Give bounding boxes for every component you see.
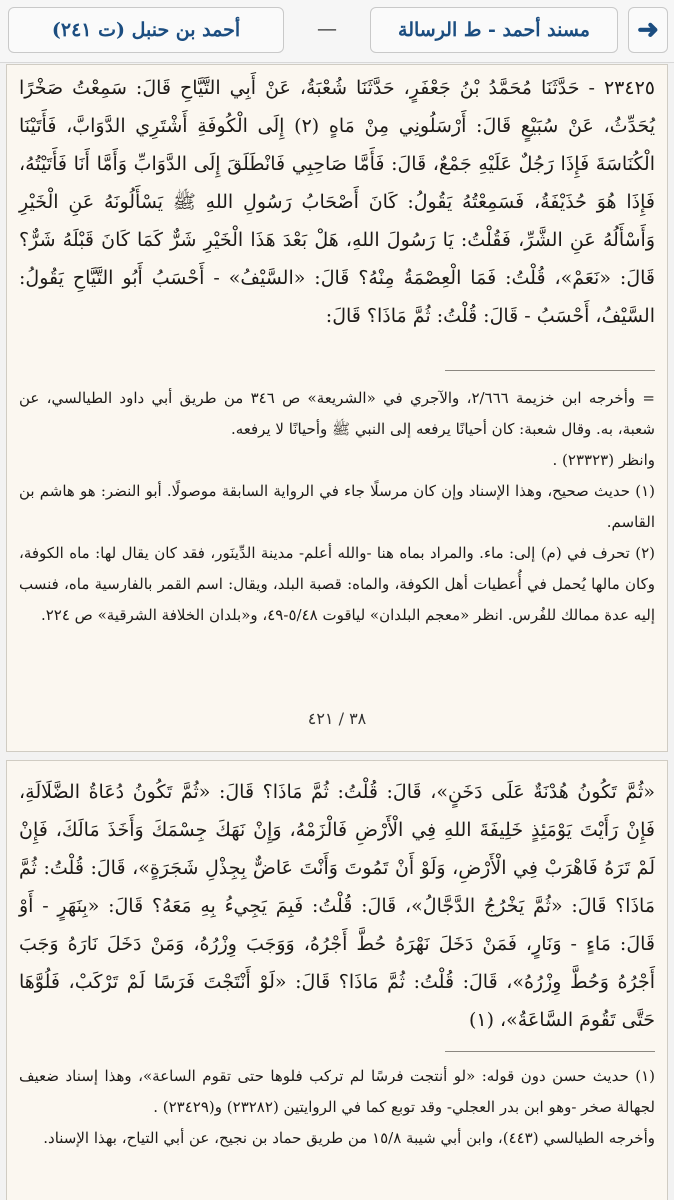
footnote: (١) حديث حسن دون قوله: «لو أنتجت فرسًا لم تركب فلوها حتى تقوم الساعة»، وهذا إسناد ضعيف لجهالة صخر -وهو ابن بدر العجلي- وقد توبع كما في الروايتين (٢٣٢٨٢) و(٢٣٤٢٩) . — [19, 1067, 655, 1116]
back-button[interactable] — [628, 7, 668, 53]
hadith-text: ٢٣٤٢٥ - حَدَّثَنَا مُحَمَّدُ بْنُ جَعْفَرٍ، حَدَّثَنَا شُعْبَةُ، عَنْ أَبِي التَّيَّاحِ قَالَ: سَمِعْتُ صَخْرًا يُحَدِّثُ، عَنْ سُبَيْعٍ قَالَ: أَرْسَلُونِي مِنْ مَاهٍ (٢) إِلَى الْكُوفَةِ أَشْتَرِي الدَّوَابَّ، فَأَتَيْنَا الْكُنَاسَةَ فَإِذَا رَجُلٌ عَلَيْهِ جَمْعٌ، قَالَ: فَأَمَّا صَاحِبِي فَانْطَلَقَ إِلَى الدَّوَابِّ وَأَمَّا أَنَا فَأَتَيْتُهُ، فَإِذَا هُوَ حُذَيْفَةُ، فَسَمِعْتُهُ يَقُولُ: كَانَ أَصْحَابُ رَسُولِ اللهِ ﷺ يَسْأَلُونَهُ عَنِ الْخَيْرِ وَأَسْأَلُهُ عَنِ الشَّرِّ، فَقُلْتُ: يَا رَسُولَ اللهِ، هَلْ بَعْدَ هَذَا الْخَيْرِ شَرٌّ كَمَا كَانَ قَبْلَهُ شَرٌّ؟ قَالَ: «نَعَمْ»، قُلْتُ: فَمَا الْعِصْمَةُ مِنْهُ؟ قَالَ: «السَّيْفُ» - أَحْسَبُ أَبُو التَّيَّاحِ يَقُولُ: السَّيْفُ، أَحْسَبُ - قَالَ: قُلْتُ: ثُمَّ مَاذَا؟ قَالَ: — [19, 77, 655, 327]
book-title-button[interactable] — [370, 7, 618, 53]
footnote: (٢) تحرف في (م) إلى: ماء. والمراد بماه هنا -والله أعلم- مدينة الدِّينَور، فقد كان يقال لها: ماه الكوفة، وكان مالها يُحمل في أُعطيات أهل الكوفة، والماه: قصبة البلد، ويقال: اسم القمر بالفارسية ماه، فنسب إليه عدة ممالك للفُرس. انظر «معجم البلدان» لياقوت ٥/٤٨-٤٩، و«بلدان الخلافة الشرقية» ص ٢٢٤. — [19, 544, 655, 624]
author-label: أحمد بن حنبل (ت ٢٤١) — [51, 19, 241, 41]
page-number: ٣٨ / ٤٢١ — [307, 709, 367, 728]
footnote: وانظر (٢٣٣٢٣) . — [552, 451, 655, 469]
book-title-label: مسند أحمد - ط الرسالة — [398, 19, 590, 41]
footnote: = وأخرجه ابن خزيمة ٢/٦٦٦، والآجري في «الشريعة» ص ٣٤٦ من طريق أبي داود الطيالسي، عن شعبة، به. وقال شعبة: كان أحيانًا يرفعه إلى النبي ﷺ وأحيانًا لا يرفعه. — [19, 389, 655, 438]
footnote: (١) حديث صحيح، وهذا الإسناد وإن كان مرسلًا جاء في الرواية السابقة موصولًا. أبو النضر: هو هاشم بن القاسم. — [19, 482, 655, 531]
hadith-text: «ثُمَّ تَكُونُ هُدْنَةٌ عَلَى دَخَنٍ»، قَالَ: قُلْتُ: ثُمَّ مَاذَا؟ قَالَ: «ثُمَّ تَكُونُ دُعَاةُ الضَّلَالَةِ، فَإِنْ رَأَيْتَ يَوْمَئِذٍ خَلِيفَةَ اللهِ فِي الْأَرْضِ فَالْزَمْهُ، وَإِنْ نَهَكَ جِسْمَكَ وَأَخَذَ مَالَكَ، فَإِنْ لَمْ تَرَهُ فَاهْرَبْ فِي الْأَرْضِ، وَلَوْ أَنْ تَمُوتَ وَأَنْتَ عَاضٌّ بِجِذْلِ شَجَرَةٍ»، قَالَ: قُلْتُ: ثُمَّ مَاذَا؟ قَالَ: «ثُمَّ يَخْرُجُ الدَّجَّالُ»، قَالَ: قُلْتُ: فَبِمَ يَجِيءُ بِهِ مَعَهُ؟ قَالَ: «بِنَهَرٍ - أَوْ قَالَ: مَاءٍ - وَنَارٍ، فَمَنْ دَخَلَ نَهْرَهُ حُطَّ أَجْرُهُ، وَوَجَبَ وِزْرُهُ، وَمَنْ دَخَلَ نَارَهُ وَجَبَ أَجْرُهُ وَحُطَّ وِزْرُهُ»، قَالَ: قُلْتُ: ثُمَّ مَاذَا؟ قَالَ: «لَوْ أَنْتَجْتَ فَرَسًا لَمْ تَرْكَبْ، فَلُوَّهَا حَتَّى تَقُومَ السَّاعَةُ»، (١) — [19, 781, 655, 1031]
book-page-2 — [6, 760, 668, 1200]
footnote-divider — [445, 370, 655, 371]
footnote: وأخرجه الطيالسي (٤٤٣)، وابن أبي شيبة ١٥/٨ من طريق حماد بن نجيح، عن أبي التياح، بهذا الإسناد. — [43, 1129, 655, 1147]
footnote-divider — [445, 1051, 655, 1052]
book-page-1 — [6, 64, 668, 752]
footnotes — [19, 1061, 655, 1154]
top-toolbar — [0, 0, 674, 63]
title-separator: — — [317, 16, 337, 40]
arrow-right-icon: ➜ — [637, 15, 659, 45]
author-button[interactable] — [8, 7, 284, 53]
footnotes — [19, 383, 655, 631]
